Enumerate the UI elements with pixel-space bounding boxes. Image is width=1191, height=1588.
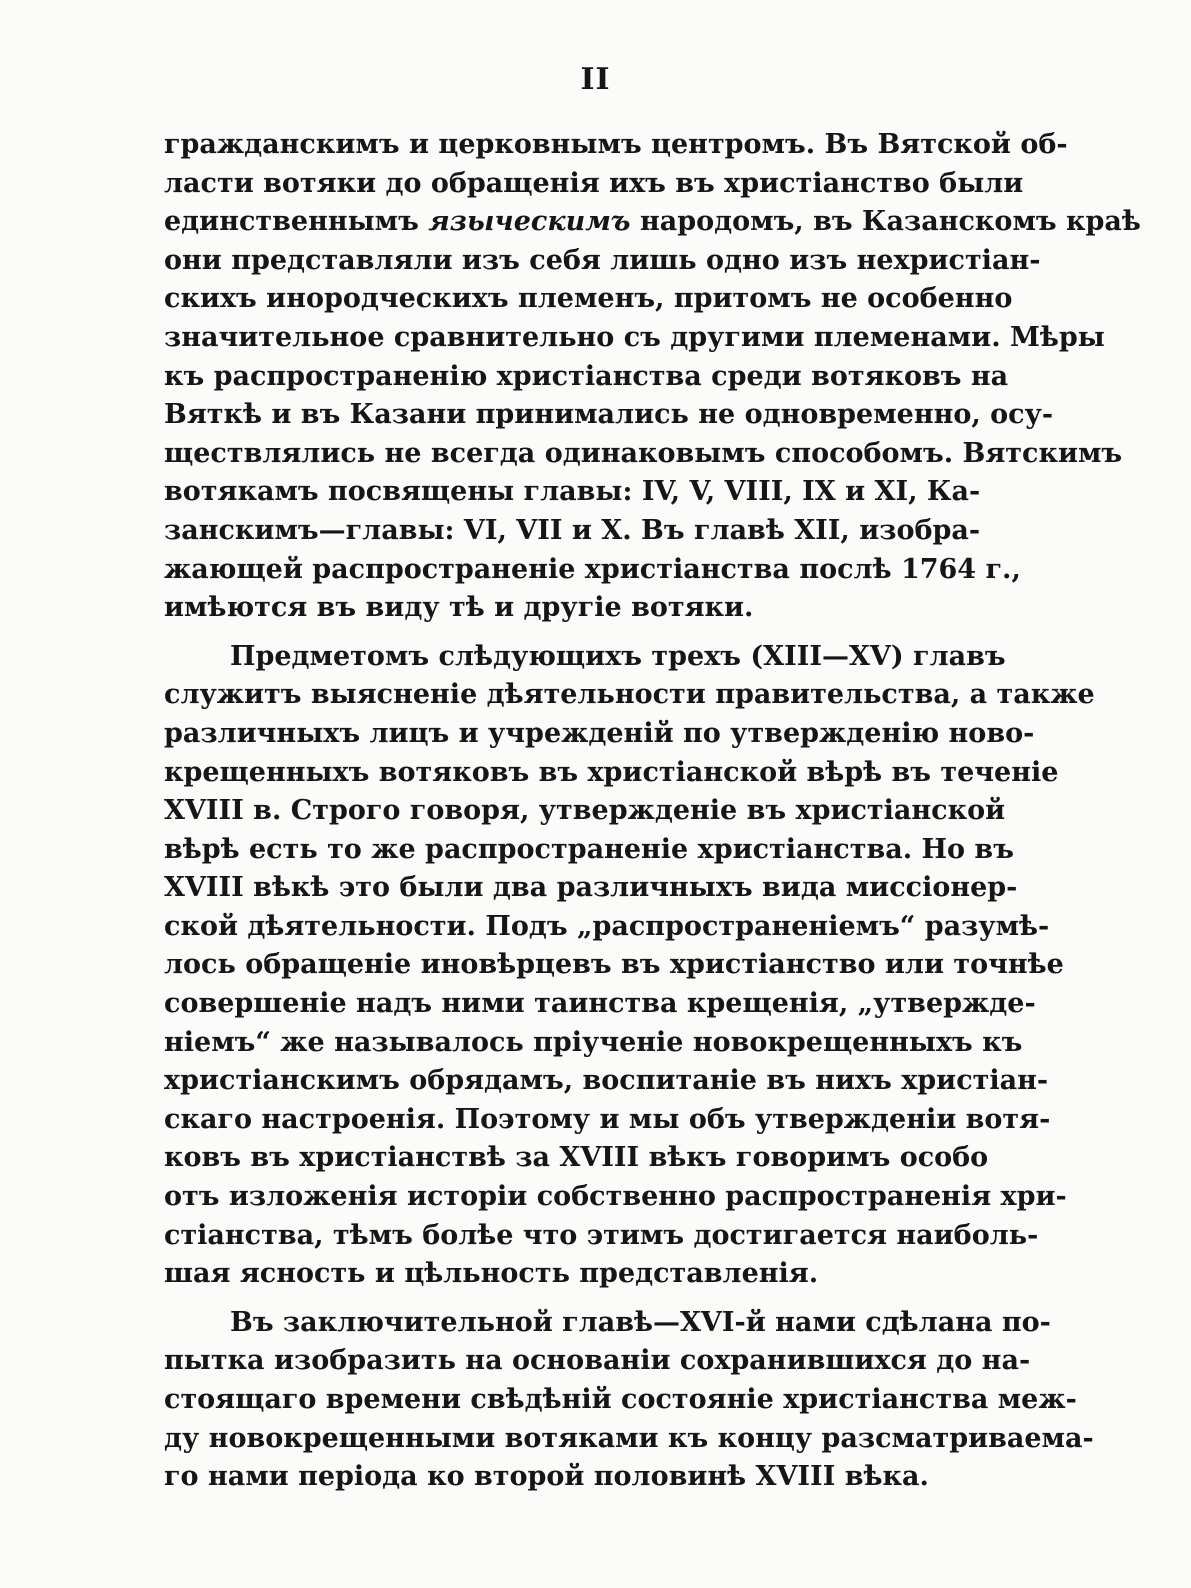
page-number: II xyxy=(580,62,611,97)
text-line: лось обращеніе иновѣрцевъ въ христіанство или точнѣе xyxy=(164,949,1064,981)
text-fragment: народомъ, въ Казанскомъ краѣ xyxy=(630,206,1141,238)
text-line: XVIII вѣкѣ это были два различныхъ вида миссіонер- xyxy=(164,872,1018,904)
text-line: шая ясность и цѣльность представленія. xyxy=(164,1258,819,1290)
text-line: XVIII в. Строго говоря, утвержденіе въ христіанской xyxy=(164,795,1006,827)
text-line: стіанства, тѣмъ болѣе что этимъ достигается наиболь- xyxy=(164,1219,1039,1251)
text-line: гражданскимъ и церковнымъ центромъ. Въ Вятской об- xyxy=(164,129,1068,160)
text-line xyxy=(164,203,1141,242)
paragraph xyxy=(164,638,1095,1294)
text-line: служитъ выясненіе дѣятельности правительства, а также xyxy=(164,679,1095,711)
text-line: вотякамъ посвящены главы: IV, V, VIII, IX и XI, Ка- xyxy=(164,476,981,508)
text-line: занскимъ—главы: VI, VII и X. Въ главѣ XII, изобра- xyxy=(164,514,981,546)
text-line: имѣются въ виду тѣ и другіе вотяки. xyxy=(164,592,754,624)
text-line: Вяткѣ и въ Казани принимались не одновременно, осу- xyxy=(164,399,1054,431)
text-line: пытка изобразить на основаніи сохранившихся до на- xyxy=(164,1345,1031,1377)
paragraph xyxy=(164,126,1141,628)
paragraph xyxy=(164,1304,1094,1497)
text-line: ласти вотяки до обращенія ихъ въ христіанство были xyxy=(164,167,1024,199)
text-line: къ распространенію христіанства среди вотяковъ на xyxy=(164,360,1009,392)
text-line: совершеніе надъ ними таинства крещенія, „утвержде- xyxy=(164,988,1036,1020)
text-line: Въ заключительной главѣ—XVI-й нами сдѣлана по- xyxy=(230,1306,1051,1338)
text-line: вѣрѣ есть то же распространеніе христіанства. Но въ xyxy=(164,833,1014,865)
text-line: ду новокрещенными вотяками къ концу разсматриваема- xyxy=(164,1422,1094,1454)
text-line: скаго настроенія. Поэтому и мы объ утвержденіи вотя- xyxy=(164,1103,1051,1135)
text-line: жающей распространеніе христіанства послѣ 1764 г., xyxy=(164,553,1021,585)
text-line: они представляли изъ себя лишь одно изъ нехристіан- xyxy=(164,244,1041,276)
italic-word: языческимъ xyxy=(428,206,631,238)
body-text xyxy=(164,126,1141,1497)
text-line: ніемъ“ же называлось пріученіе новокрещенныхъ къ xyxy=(164,1026,1023,1058)
text-line: го нами періода ко второй половинѣ XVIII вѣка. xyxy=(164,1461,929,1493)
text-line: ковъ въ христіанствѣ за XVIII вѣкъ говоримъ особо xyxy=(164,1142,989,1174)
text-fragment: единственнымъ xyxy=(164,206,429,238)
text-line: стоящаго времени свѣдѣній состояніе христіанства меж- xyxy=(164,1384,1077,1415)
text-line: ской дѣятельности. Подъ „распространеніемъ“ разумѣ- xyxy=(164,910,1050,942)
paragraph-gap xyxy=(164,628,974,638)
text-line: различныхъ лицъ и учрежденій по утвержденію ново- xyxy=(164,717,1035,749)
paragraph-gap xyxy=(164,1294,974,1304)
text-line: ществлялись не всегда одинаковымъ способомъ. Вятскимъ xyxy=(164,437,1123,469)
text-line: христіанскимъ обрядамъ, воспитаніе въ нихъ христіан- xyxy=(164,1065,1049,1097)
text-line: скихъ инородческихъ племенъ, притомъ не особенно xyxy=(164,283,1013,315)
text-line: значительное сравнительно съ другими племенами. Мѣры xyxy=(164,321,1105,353)
text-line: крещенныхъ вотяковъ въ христіанской вѣрѣ въ теченіе xyxy=(164,756,1059,788)
text-line: отъ изложенія исторіи собственно распространенія хри- xyxy=(164,1181,1067,1213)
text-line: Предметомъ слѣдующихъ трехъ (XIII—XV) главъ xyxy=(230,640,1006,672)
